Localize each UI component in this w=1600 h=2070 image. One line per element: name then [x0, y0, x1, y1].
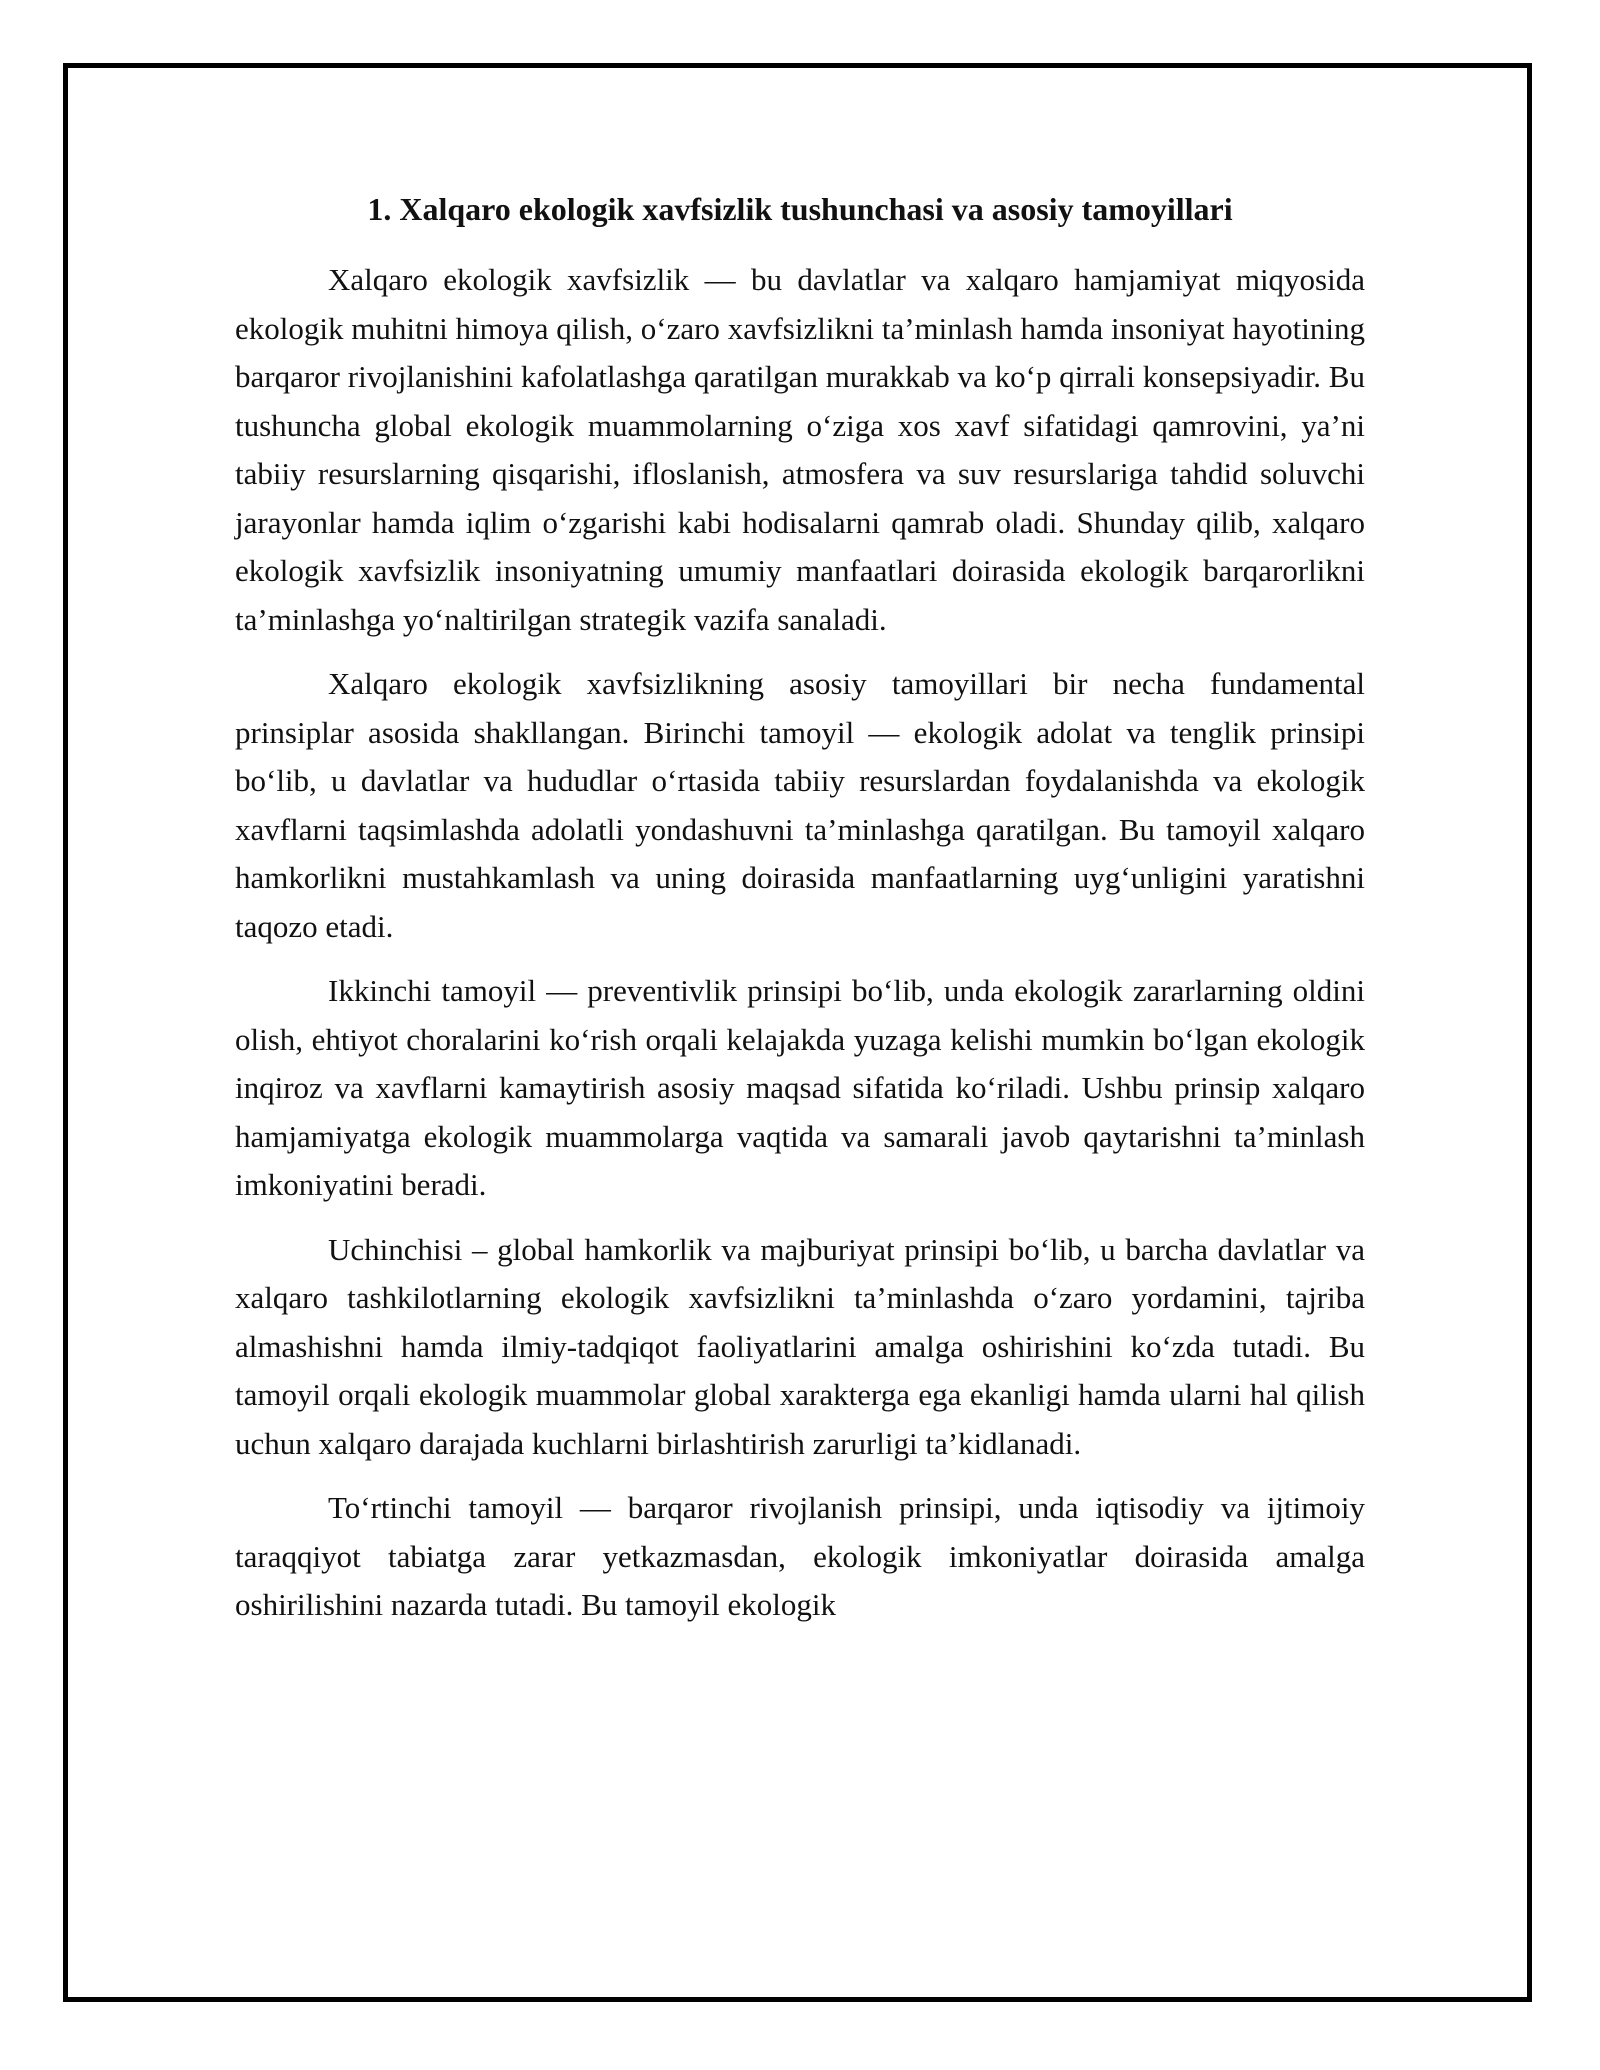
paragraph-5: To‘rtinchi tamoyil — barqaror rivojlanish prinsipi, unda iqtisodiy va ijtimoiy taraqqiyot tabiatga zarar yetkazmasdan, ekologik imkoniyatlar doirasida amalga oshirilishini nazarda tutadi. Bu tamoyil ekologik	[235, 1490, 1365, 1622]
paragraph-4: Uchinchisi – global hamkorlik va majburiyat prinsipi bo‘lib, u barcha davlatlar va xalqaro tashkilotlarning ekologik xavfsizlikni ta’minlashda o‘zaro yordamini, tajriba almashishni hamda ilmiy-tadqiqot faoliyatlarini amalga oshirishini ko‘zda tutadi. Bu tamoyil orqali ekologik muammolar global xarakterga ega ekanligi hamda ularni hal qilish uchun xalqaro darajada kuchlarni birlashtirish zarurligi ta’kidlanadi.	[235, 1231, 1365, 1461]
paragraph-2: Xalqaro ekologik xavfsizlikning asosiy tamoyillari bir necha fundamental prinsiplar asosida shakllangan. Birinchi tamoyil — ekologik adolat va tenglik prinsipi bo‘lib, u davlatlar va hududlar o‘rtasida tabiiy resurslardan foydalanishda va ekologik xavflarni taqsimlashda adolatli yondashuvni ta’minlashga qaratilgan. Bu tamoyil xalqaro hamkorlikni mustahkamlash va uning doirasida manfaatlarning uyg‘unligini yaratishni taqozo etadi.	[235, 666, 1365, 944]
section-title: 1. Xalqaro ekologik xavfsizlik tushunchasi va asosiy tamoyillari	[367, 191, 1233, 227]
document-body	[235, 180, 1365, 1646]
paragraph-3: Ikkinchi tamoyil — preventivlik prinsipi bo‘lib, unda ekologik zararlarning oldini olish, ehtiyot choralarini ko‘rish orqali kelajakda yuzaga kelishi mumkin bo‘lgan ekologik inqiroz va xavflarni kamaytirish asosiy maqsad sifatida ko‘riladi. Ushbu prinsip xalqaro hamjamiyatga ekologik muammolarga vaqtida va samarali javob qaytarishni ta’minlash imkoniyatini beradi.	[235, 973, 1365, 1202]
paragraph-1: Xalqaro ekologik xavfsizlik — bu davlatlar va xalqaro hamjamiyat miqyosida ekologik muhitni himoya qilish, o‘zaro xavfsizlikni ta’minlash hamda insoniyat hayotining barqaror rivojlanishini kafolatlashga qaratilgan murakkab va ko‘p qirrali konsepsiyadir. Bu tushuncha global ekologik muammolarning o‘ziga xos xavf sifatidagi qamrovini, ya’ni tabiiy resurslarning qisqarishi, ifloslanish, atmosfera va suv resurslariga tahdid soluvchi jarayonlar hamda iqlim o‘zgarishi kabi hodisalarni qamrab oladi. Shunday qilib, xalqaro ekologik xavfsizlik insoniyatning umumiy manfaatlari doirasida ekologik barqarorlikni ta’minlashga yo‘naltirilgan strategik vazifa sanaladi.	[235, 262, 1365, 637]
